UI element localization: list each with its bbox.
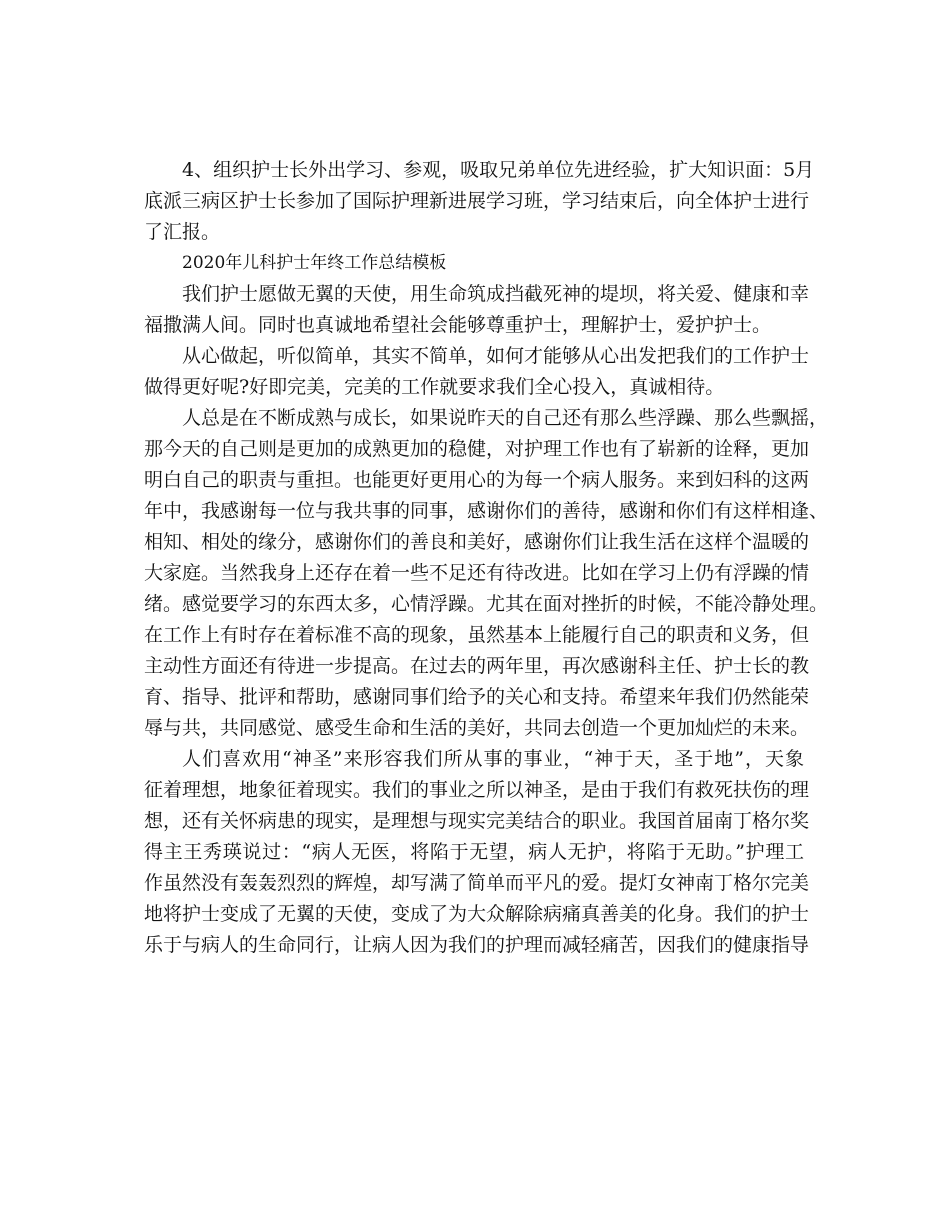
text-line: 做得更好呢?好即完美，完美的工作就要求我们全心投入，真诚相待。 — [144, 376, 725, 398]
text-line: 了汇报。 — [144, 221, 221, 243]
text-line: 主动性方面还有待进一步提高。在过去的两年里，再次感谢科主任、护士长的教 — [144, 655, 810, 677]
text-line: 大家庭。当然我身上还存在着一些不足还有待改进。比如在学习上仍有浮躁的情 — [144, 562, 810, 584]
text-line: 想，还有关怀病患的现实，是理想与现实完美结合的职业。我国首届南丁格尔奖 — [144, 810, 810, 832]
text-line: 年中，我感谢每一位与我共事的同事，感谢你们的善待，感谢和你们有这样相逢、 — [144, 500, 829, 522]
text-line: 明白自己的职责与重担。也能更好更用心的为每一个病人服务。来到妇科的这两 — [144, 469, 810, 491]
text-line: 得主王秀瑛说过：“病人无医，将陷于无望，病人无护，将陷于无助。”护理工 — [144, 841, 804, 863]
text-line: 人总是在不断成熟与成长，如果说昨天的自己还有那么些浮躁、那么些飘摇， — [182, 407, 829, 429]
text-line: 那今天的自己则是更加的成熟更加的稳健，对护理工作也有了崭新的诠释，更加 — [144, 438, 810, 460]
text-line: 福撒满人间。同时也真诚地希望社会能够尊重护士，理解护士，爱护护士。 — [144, 314, 772, 336]
text-line: 绪。感觉要学习的东西太多，心情浮躁。尤其在面对挫折的时候，不能冷静处理。 — [144, 593, 829, 615]
text-line: 地将护士变成了无翼的天使，变成了为大众解除病痛真善美的化身。我们的护士 — [144, 903, 810, 925]
text-line: 在工作上有时存在着标准不高的现象，虽然基本上能履行自己的职责和义务，但 — [144, 624, 810, 646]
text-line: 育、指导、批评和帮助，感谢同事们给予的关心和支持。希望来年我们仍然能荣 — [144, 686, 810, 708]
text-line: 4、组织护士长外出学习、参观，吸取兄弟单位先进经验，扩大知识面：5月 — [182, 159, 815, 181]
text-line: 相知、相处的缘分，感谢你们的善良和美好，感谢你们让我生活在这样个温暖的 — [144, 531, 810, 553]
document-page — [144, 155, 829, 961]
text-line: 人们喜欢用“神圣”来形容我们所从事的事业，“神于天，圣于地”，天象 — [182, 748, 804, 770]
text-line: 乐于与病人的生命同行，让病人因为我们的护理而减轻痛苦，因我们的健康指导 — [144, 934, 810, 956]
text-line: 征着理想，地象征着现实。我们的事业之所以神圣，是由于我们有救死扶伤的理 — [144, 779, 810, 801]
text-line: 我们护士愿做无翼的天使，用生命筑成挡截死神的堤坝，将关爱、健康和幸 — [182, 283, 810, 305]
document-heading: 2020年儿科护士年终工作总结模板 — [182, 253, 447, 273]
text-line: 底派三病区护士长参加了国际护理新进展学习班，学习结束后，向全体护士进行 — [144, 190, 810, 212]
text-line: 作虽然没有轰轰烈烈的辉煌，却写满了简单而平凡的爱。提灯女神南丁格尔完美 — [144, 872, 810, 894]
text-line: 从心做起，听似简单，其实不简单，如何才能够从心出发把我们的工作护士 — [182, 345, 810, 367]
text-line: 辱与共，共同感觉、感受生命和生活的美好，共同去创造一个更加灿烂的未来。 — [144, 717, 810, 739]
